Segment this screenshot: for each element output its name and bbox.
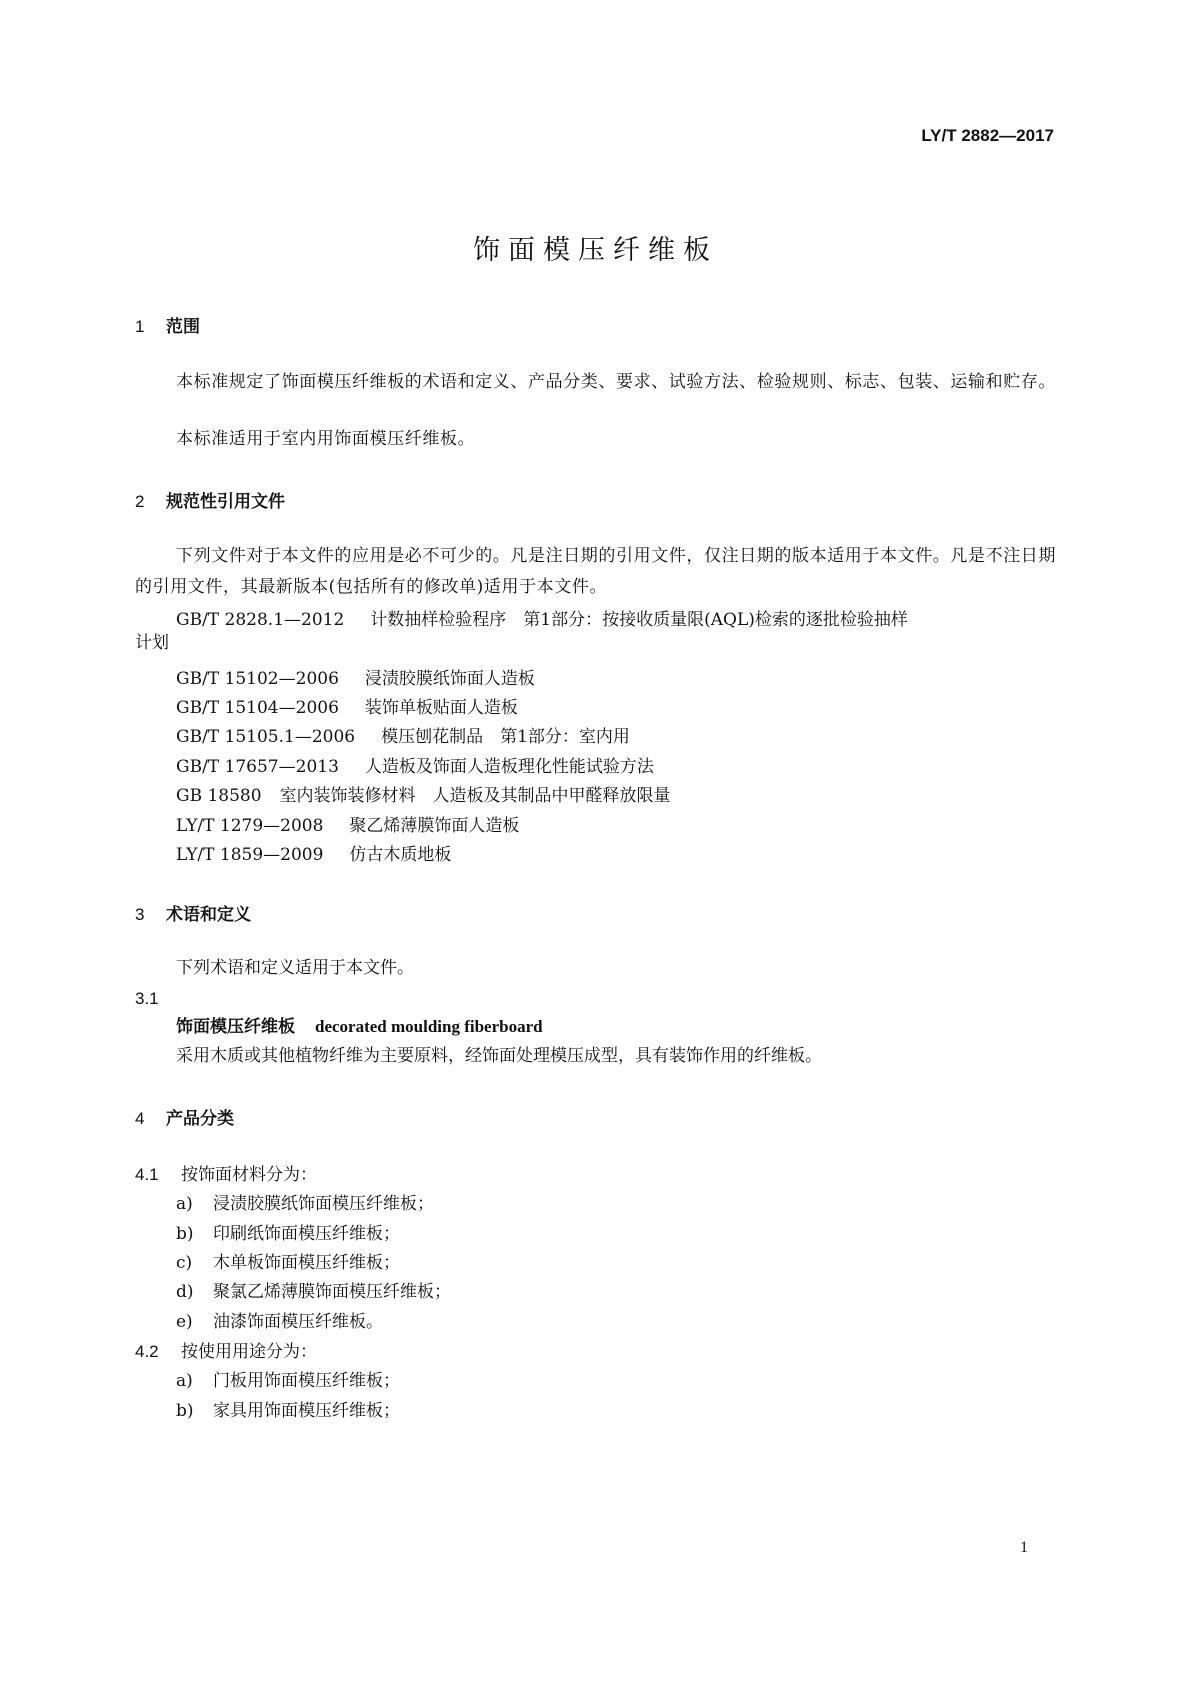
subsection-4-1 [135, 1160, 317, 1185]
reference-name: 人造板及饰面人造板理化性能试验方法 [364, 757, 654, 777]
reference-name: 浸渍胶膜纸饰面人造板 [364, 669, 535, 689]
subsection-text: 按饰面材料分为： [181, 1165, 317, 1185]
reference-name: 聚乙烯薄膜饰面人造板 [349, 816, 520, 836]
list-marker: a) [176, 1194, 193, 1214]
list-marker: b) [176, 1401, 194, 1421]
list-text: 木单板饰面模压纤维板； [213, 1253, 400, 1273]
reference-name: 模压刨花制品 第1部分：室内用 [381, 727, 630, 747]
section-1-paragraph-2: 本标准适用于室内用饰面模压纤维板。 [176, 429, 476, 449]
term-english: decorated moulding fiberboard [315, 1017, 543, 1036]
reference-item [176, 605, 908, 630]
reference-name: 装饰单板贴面人造板 [364, 698, 518, 718]
section-title: 规范性引用文件 [166, 492, 285, 512]
reference-item [176, 722, 630, 747]
section-4-heading [135, 1104, 234, 1129]
section-number: 3 [135, 905, 145, 924]
list-marker: d) [176, 1282, 194, 1302]
section-2-paragraph: 下列文件对于本文件的应用是必不可少的。凡是注日期的引用文件，仅注日期的版本适用于本文件。凡是不注日期的引用文件，其最新版本(包括所有的修改单)适用于本文件。 [135, 546, 1056, 597]
section-title: 产品分类 [166, 1109, 234, 1129]
section-number: 1 [135, 317, 145, 336]
list-item [176, 1307, 383, 1332]
reference-code: GB 18580 [176, 786, 262, 806]
section-3-heading [135, 900, 251, 925]
subsection-4-2 [135, 1337, 317, 1362]
reference-item [176, 781, 671, 806]
list-marker: c) [176, 1253, 193, 1273]
subsection-text: 按使用用途分为： [181, 1342, 317, 1362]
reference-item [176, 693, 518, 718]
list-item [176, 1248, 400, 1273]
reference-item [176, 752, 654, 777]
list-item [176, 1189, 434, 1214]
list-marker: e) [176, 1312, 193, 1332]
term-definition: 采用木质或其他植物纤维为主要原料，经饰面处理模压成型，具有装饰作用的纤维板。 [176, 1046, 822, 1066]
term-chinese: 饰面模压纤维板 [176, 1017, 295, 1037]
list-text: 家具用饰面模压纤维板； [213, 1401, 400, 1421]
reference-code: GB/T 2828.1—2012 [176, 610, 345, 630]
list-marker: b) [176, 1224, 194, 1244]
list-item [176, 1219, 400, 1244]
section-1-paragraph-1: 本标准规定了饰面模压纤维板的术语和定义、产品分类、要求、试验方法、检验规则、标志、包装、运输和贮存。 [176, 372, 1056, 392]
reference-code: LY/T 1279—2008 [176, 816, 324, 836]
document-title: 饰面模压纤维板 [473, 235, 718, 266]
subsection-number: 4.2 [135, 1342, 159, 1361]
list-text: 门板用饰面模压纤维板； [213, 1371, 400, 1391]
reference-item [176, 840, 451, 865]
subsection-number: 4.1 [135, 1165, 159, 1184]
reference-code: GB/T 15104—2006 [176, 698, 339, 718]
list-marker: a) [176, 1371, 193, 1391]
section-2-heading [135, 487, 285, 512]
list-item [176, 1277, 451, 1302]
reference-continuation: 计划 [135, 633, 169, 653]
list-item [176, 1396, 400, 1421]
list-text: 浸渍胶膜纸饰面模压纤维板； [213, 1194, 434, 1214]
reference-code: GB/T 15105.1—2006 [176, 727, 356, 747]
reference-name: 计数抽样检验程序 第1部分：按接收质量限(AQL)检索的逐批检验抽样 [370, 610, 908, 630]
standard-number: LY/T 2882—2017 [921, 126, 1054, 145]
section-number: 2 [135, 492, 145, 511]
reference-code: LY/T 1859—2009 [176, 845, 324, 865]
term-heading [176, 1011, 543, 1043]
reference-name: 仿古木质地板 [349, 845, 452, 865]
section-number: 4 [135, 1109, 145, 1128]
section-title: 术语和定义 [166, 905, 251, 925]
reference-item [176, 811, 519, 836]
section-1-heading [135, 312, 200, 337]
section-title: 范围 [166, 317, 200, 337]
term-number: 3.1 [135, 989, 159, 1008]
reference-code: GB/T 15102—2006 [176, 669, 339, 689]
list-text: 油漆饰面模压纤维板。 [213, 1312, 383, 1332]
list-item [176, 1366, 400, 1391]
list-text: 印刷纸饰面模压纤维板； [213, 1224, 400, 1244]
page-number: 1 [1020, 1539, 1028, 1556]
reference-name: 室内装饰装修材料 人造板及其制品中甲醛释放限量 [279, 786, 671, 806]
reference-code: GB/T 17657—2013 [176, 757, 339, 777]
reference-item [176, 664, 535, 689]
section-3-paragraph: 下列术语和定义适用于本文件。 [176, 958, 414, 978]
list-text: 聚氯乙烯薄膜饰面模压纤维板； [213, 1282, 451, 1302]
